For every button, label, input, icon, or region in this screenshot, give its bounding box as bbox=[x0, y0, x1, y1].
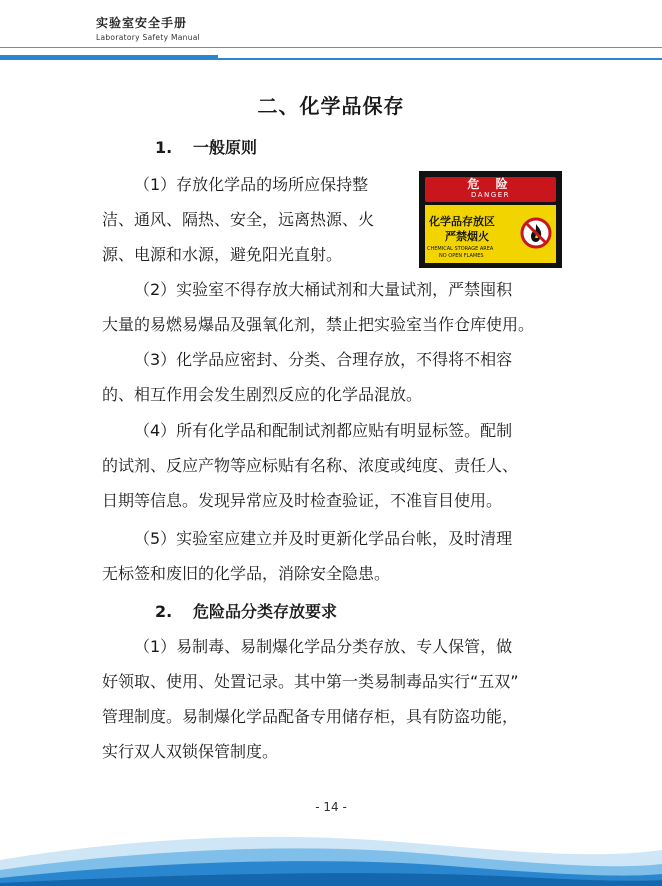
page-header bbox=[96, 14, 200, 42]
text-line: 管理制度。易制爆化学品配备专用储存柜，具有防盗功能， bbox=[102, 707, 519, 726]
text-line: （5）实验室应建立并及时更新化学品台帐，及时清理 bbox=[134, 529, 513, 548]
text-line: 大量的易燃易爆品及强氧化剂，禁止把实验室当作仓库使用。 bbox=[102, 315, 535, 334]
no-fire-icon bbox=[520, 217, 552, 249]
text-line: 源、电源和水源，避免阳光直射。 bbox=[102, 245, 343, 264]
text-line: 好领取、使用、处置记录。其中第一类易制毒品实行“五双” bbox=[102, 672, 519, 691]
danger-sign bbox=[419, 171, 562, 268]
page-title: 二、化学品保存 bbox=[257, 94, 405, 118]
sign-line-4: NO OPEN FLAMES bbox=[439, 253, 484, 259]
paragraph-1-5 bbox=[102, 521, 560, 591]
paragraph-1-4 bbox=[102, 413, 560, 518]
section-number-2: 2. bbox=[155, 602, 173, 621]
sign-line-1: 化学品存放区 bbox=[429, 215, 495, 228]
text-line: （1）易制毒、易制爆化学品分类存放、专人保管，做 bbox=[134, 637, 513, 656]
text-line: （1）存放化学品的场所应保持整 bbox=[134, 175, 369, 194]
text-line: （2）实验室不得存放大桶试剂和大量试剂，严禁囤积 bbox=[134, 280, 513, 299]
section-heading-2 bbox=[155, 599, 337, 622]
sign-line-3: CHEMICAL STORAGE AREA bbox=[427, 246, 494, 252]
text-line: 的、相互作用会发生剧烈反应的化学品混放。 bbox=[102, 385, 423, 404]
danger-cn-label: 危 险 bbox=[467, 177, 514, 191]
sign-line-2: 严禁烟火 bbox=[445, 230, 489, 243]
header-subtitle: Laboratory Safety Manual bbox=[96, 33, 201, 42]
text-line: （3）化学品应密封、分类、合理存放，不得将不相容 bbox=[134, 350, 513, 369]
section-title-2: 危险品分类存放要求 bbox=[193, 602, 338, 621]
paragraph-1-2 bbox=[102, 272, 560, 342]
text-line: （4）所有化学品和配制试剂都应贴有明显标签。配制 bbox=[134, 421, 513, 440]
text-line: 无标签和废旧的化学品，消除安全隐患。 bbox=[102, 564, 391, 583]
footer-waves bbox=[0, 820, 662, 886]
danger-sign-body bbox=[425, 205, 556, 263]
danger-banner bbox=[425, 177, 556, 202]
header-divider-thin bbox=[0, 47, 662, 48]
paragraph-2-1 bbox=[102, 629, 560, 769]
header-divider-thick bbox=[0, 55, 218, 60]
text-line: 的试剂、反应产物等应标贴有名称、浓度或纯度、责任人、 bbox=[102, 456, 519, 475]
text-line: 实行双人双锁保管制度。 bbox=[102, 742, 279, 761]
page-number: - 14 - bbox=[315, 800, 347, 814]
section-heading-1 bbox=[155, 135, 257, 158]
paragraph-1-3 bbox=[102, 342, 560, 412]
danger-en-label: DANGER bbox=[470, 191, 510, 199]
header-divider-right bbox=[218, 58, 662, 60]
section-number-1: 1. bbox=[155, 138, 173, 157]
text-line: 洁、通风、隔热、安全，远离热源、火 bbox=[102, 210, 375, 229]
section-title-1: 一般原则 bbox=[193, 138, 258, 157]
header-title: 实验室安全手册 bbox=[96, 16, 188, 30]
text-line: 日期等信息。发现异常应及时检查验证，不准盲目使用。 bbox=[102, 491, 503, 510]
